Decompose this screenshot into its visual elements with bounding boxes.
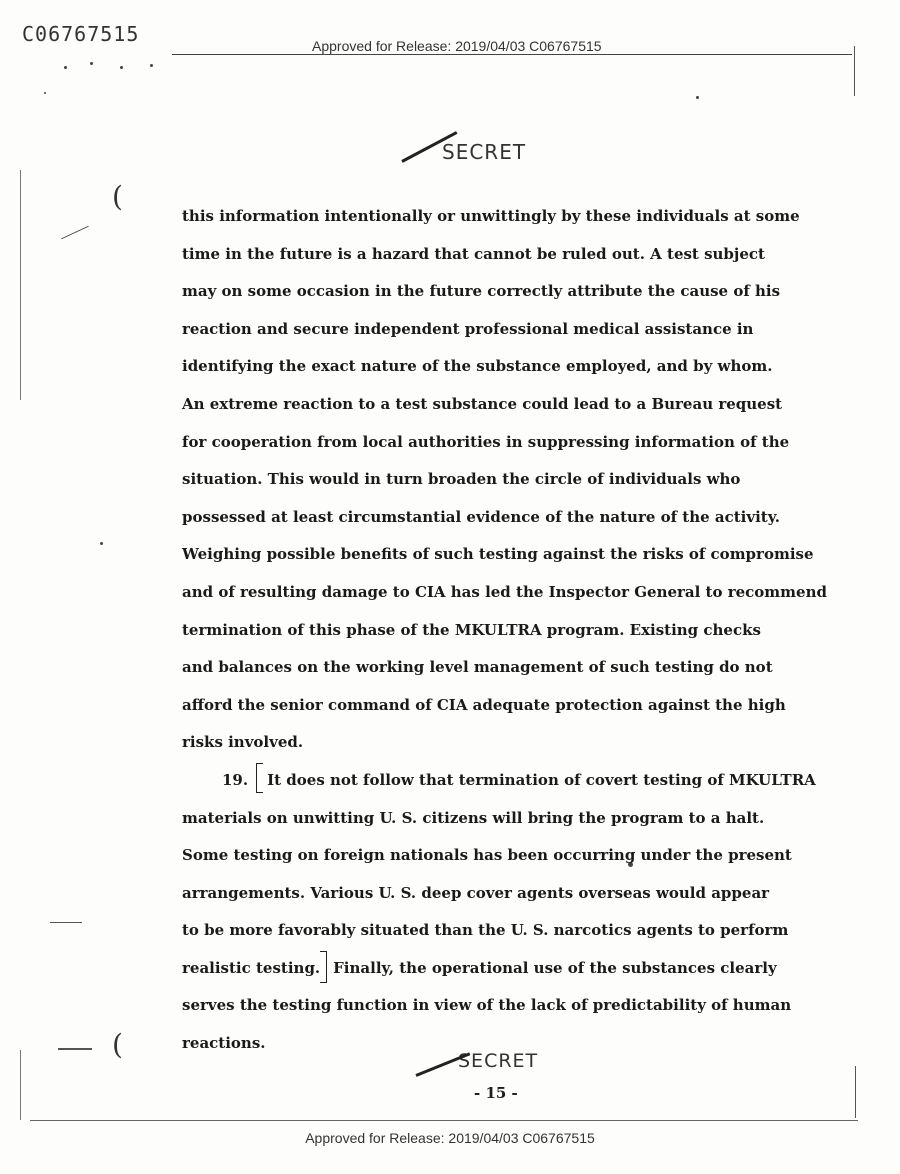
body-line: situation. This would in turn broaden the circle of individuals who (182, 470, 741, 489)
header-rule (312, 54, 852, 55)
bracket-close (320, 951, 327, 983)
body-line: afford the senior command of CIA adequate protection against the high (182, 695, 786, 714)
classification-stamp-top: SECRET (442, 140, 527, 164)
paragraph-19-first-line (182, 762, 822, 800)
scan-speck (64, 66, 67, 69)
right-edge-line-lower (855, 1066, 856, 1118)
margin-paren: ( (112, 180, 123, 213)
body-text (182, 198, 827, 1063)
right-edge-line (854, 46, 855, 96)
body-line: identifying the exact nature of the substance employed, and by whom. (182, 357, 773, 376)
body-line-segment: Finally, the operational use of the substances clearly (333, 958, 777, 977)
bracketed-line (182, 950, 822, 988)
margin-dash (61, 226, 89, 240)
body-line: reaction and secure independent professional medical assistance in (182, 319, 754, 338)
scan-speck (90, 62, 93, 65)
release-footer: Approved for Release: 2019/04/03 C06767515 (305, 1130, 595, 1146)
body-line: It does not follow that termination of covert testing of MKULTRA (267, 770, 816, 789)
margin-dash (58, 1048, 92, 1050)
classification-stamp-bottom: SECRET (458, 1050, 539, 1072)
body-line: time in the future is a hazard that cannot be ruled out. A test subject (182, 244, 765, 263)
body-line: arrangements. Various U. S. deep cover agents overseas would appear (182, 883, 770, 902)
body-line: for cooperation from local authorities in suppressing information of the (182, 432, 790, 451)
body-line: An extreme reaction to a test substance could lead to a Bureau request (182, 394, 783, 413)
body-line: reactions. (182, 1034, 266, 1053)
body-line: this information intentionally or unwittingly by these individuals at some (182, 207, 800, 225)
body-line: to be more favorably situated than the U. S. narcotics agents to perform (182, 921, 789, 940)
body-line-segment: realistic testing. (182, 958, 321, 977)
body-line: risks involved. (182, 733, 304, 752)
scan-speck (100, 542, 103, 545)
body-line: and balances on the working level management of such testing do not (182, 658, 773, 677)
body-line: Some testing on foreign nationals has been occurring under the present (182, 846, 792, 865)
footer-rule (30, 1120, 858, 1121)
margin-dash (50, 922, 82, 923)
left-edge-line-lower (20, 1050, 21, 1120)
body-line: materials on unwitting U. S. citizens will bring the program to a halt. (182, 808, 765, 827)
body-line: and of resulting damage to CIA has led the Inspector General to recommend (182, 582, 827, 601)
document-id: C06767515 (22, 22, 140, 46)
release-header: Approved for Release: 2019/04/03 C06767515 (312, 38, 602, 54)
margin-paren: ( (112, 1028, 123, 1061)
page-number: - 15 - (474, 1084, 518, 1102)
left-edge-line (20, 170, 21, 400)
header-rule-left (172, 54, 312, 55)
scan-speck (44, 92, 46, 94)
body-line: possessed at least circumstantial evidence of the nature of the activity. (182, 507, 780, 526)
body-line: Weighing possible benefits of such testing against the risks of compromise (182, 545, 814, 564)
body-line: termination of this phase of the MKULTRA program. Existing checks (182, 620, 761, 639)
scan-speck (120, 66, 123, 69)
bracket-open (256, 763, 263, 793)
body-line: may on some occasion in the future correctly attribute the cause of his (182, 282, 781, 301)
paragraph-number: 19. (222, 770, 249, 789)
body-line: serves the testing function in view of the lack of predictability of human (182, 996, 792, 1015)
scan-speck (150, 64, 153, 67)
scan-speck (696, 96, 699, 99)
